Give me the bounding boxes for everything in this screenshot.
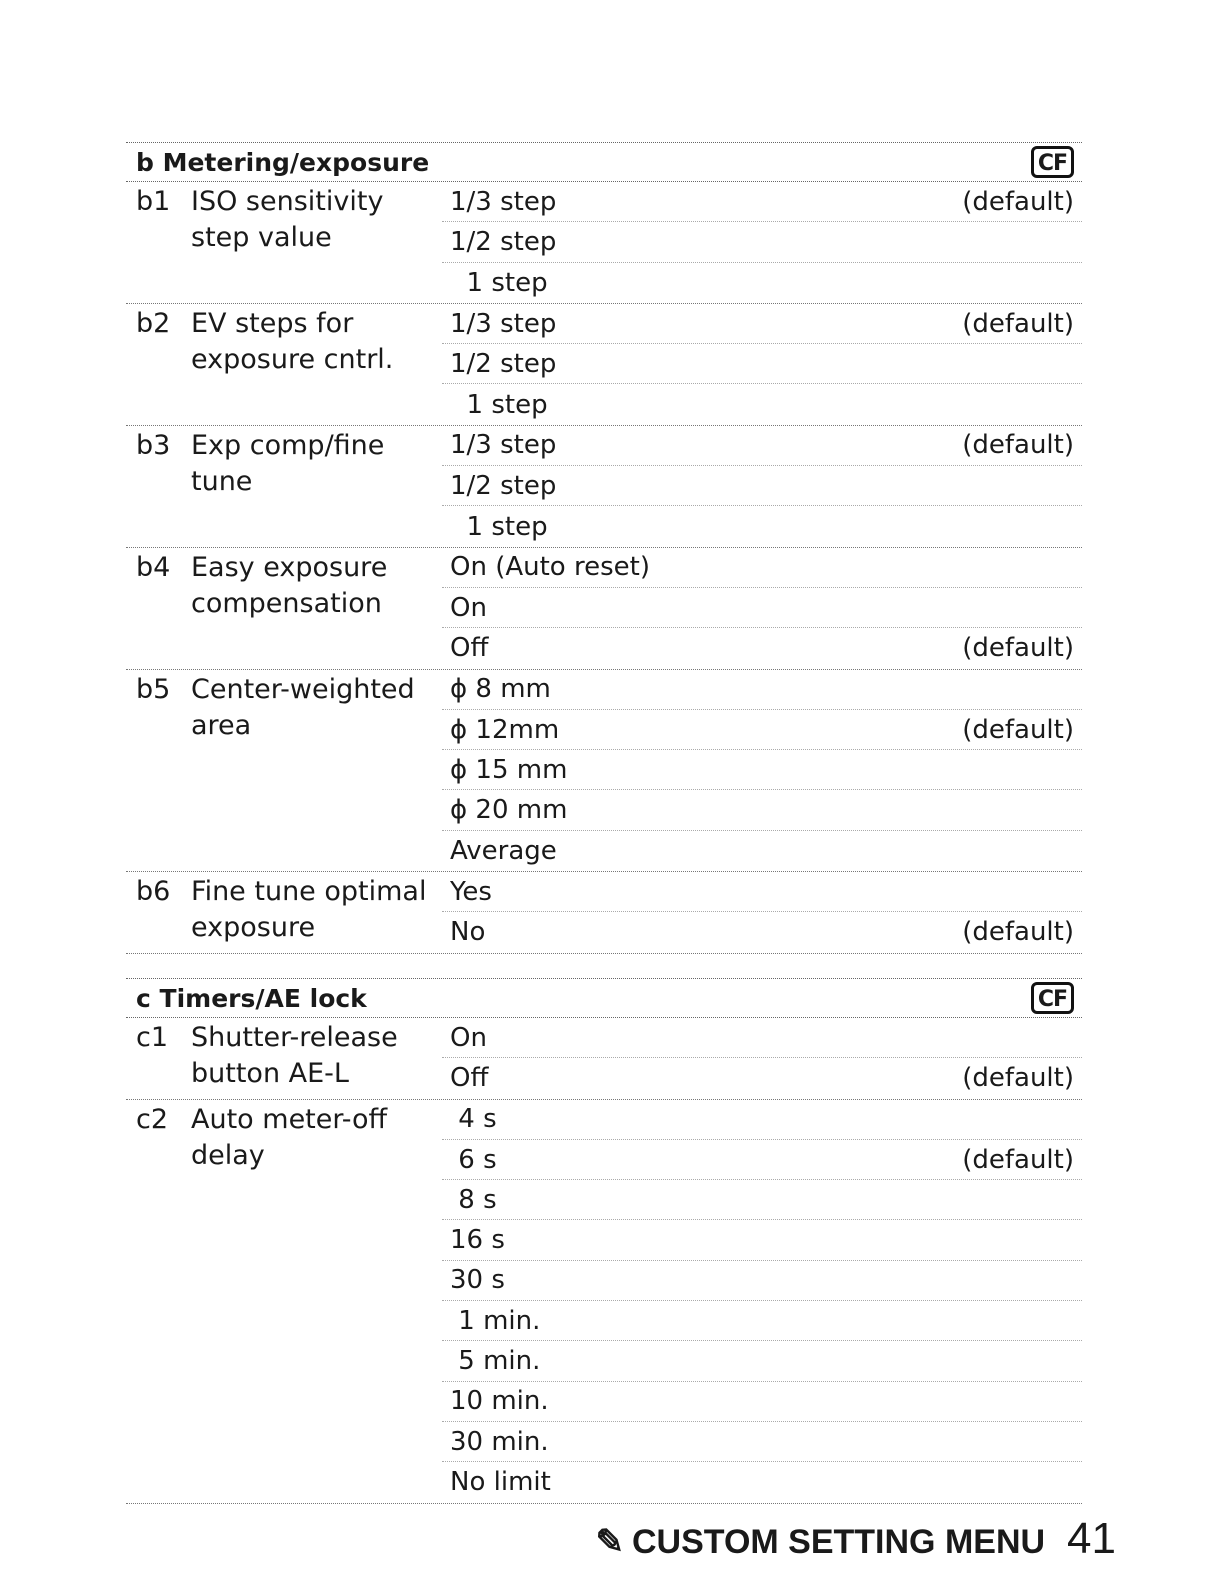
option-list xyxy=(442,548,1082,669)
option-row xyxy=(442,1058,1082,1098)
setting-label xyxy=(126,1018,442,1099)
setting-name: Fine tune optimal exposure xyxy=(191,876,427,944)
option-label: 1 step xyxy=(450,267,548,298)
option-row xyxy=(442,1261,1082,1301)
option-row xyxy=(442,548,1082,588)
option-row xyxy=(442,790,1082,830)
option-label: ϕ 12mm xyxy=(450,714,560,745)
option-row xyxy=(442,1341,1082,1381)
setting-label xyxy=(126,182,442,303)
setting-code: b3 xyxy=(136,429,171,461)
option-row xyxy=(442,344,1082,384)
setting-label xyxy=(126,1100,442,1503)
setting-name: Shutter-release button AE-L xyxy=(191,1022,398,1089)
option-label: 30 s xyxy=(450,1265,505,1296)
setting-c2 xyxy=(126,1100,1082,1504)
default-marker: (default) xyxy=(962,1144,1074,1175)
setting-name: Easy exposure compensation xyxy=(191,551,388,619)
option-row xyxy=(442,1422,1082,1462)
setting-b4 xyxy=(126,548,1082,670)
option-list xyxy=(442,426,1082,547)
option-label: ϕ 15 mm xyxy=(450,754,568,785)
default-marker: (default) xyxy=(962,714,1074,745)
setting-label xyxy=(126,426,442,547)
option-row xyxy=(442,1018,1082,1058)
option-label: Average xyxy=(450,835,557,866)
setting-name: EV steps for exposure cntrl. xyxy=(191,307,394,375)
option-label: On xyxy=(450,1022,487,1053)
option-label: On (Auto reset) xyxy=(450,552,650,583)
setting-name: Exp comp/fine tune xyxy=(191,429,385,497)
setting-c1 xyxy=(126,1018,1082,1100)
setting-b6 xyxy=(126,872,1082,954)
settings-list xyxy=(126,182,1082,954)
option-row xyxy=(442,1140,1082,1180)
option-row xyxy=(442,1382,1082,1422)
section-metering-exposure xyxy=(126,142,1082,954)
option-label: 1/3 step xyxy=(450,308,557,339)
section-timers-ae-lock xyxy=(126,978,1082,1504)
setting-b5 xyxy=(126,670,1082,872)
option-row xyxy=(442,872,1082,912)
option-list xyxy=(442,182,1082,303)
setting-code: b1 xyxy=(136,186,171,217)
option-label: 5 min. xyxy=(450,1346,541,1377)
setting-label xyxy=(126,872,442,953)
option-label: 10 min. xyxy=(450,1386,549,1417)
section-title: b Metering/exposure xyxy=(136,147,430,177)
option-label: 4 s xyxy=(450,1104,497,1135)
setting-code: b6 xyxy=(136,876,171,908)
pencil-icon: ✎ xyxy=(595,1523,624,1561)
option-row xyxy=(442,506,1082,546)
option-label: No xyxy=(450,917,486,948)
setting-name: ISO sensitivity step value xyxy=(191,186,384,253)
page-number: 41 xyxy=(1067,1514,1116,1563)
setting-code: c1 xyxy=(136,1022,169,1053)
option-label: 8 s xyxy=(450,1184,497,1215)
cf-icon: CF xyxy=(1031,982,1074,1014)
option-label: On xyxy=(450,592,487,623)
setting-name: Center-weighted area xyxy=(191,673,415,741)
option-row xyxy=(442,670,1082,710)
setting-code: b4 xyxy=(136,551,171,583)
option-label: Yes xyxy=(450,876,492,907)
option-row xyxy=(442,466,1082,506)
option-row xyxy=(442,1301,1082,1341)
option-list xyxy=(442,670,1082,871)
option-list xyxy=(442,1100,1082,1503)
setting-code: b2 xyxy=(136,307,171,339)
option-label: 30 min. xyxy=(450,1426,549,1457)
option-label: 1/2 step xyxy=(450,226,557,257)
setting-name: Auto meter-off delay xyxy=(191,1103,388,1171)
option-label: 1 step xyxy=(450,511,548,542)
setting-code: c2 xyxy=(136,1103,169,1135)
setting-label xyxy=(126,548,442,669)
option-row xyxy=(442,1220,1082,1260)
option-label: 1 step xyxy=(450,389,548,420)
option-label: 16 s xyxy=(450,1225,505,1256)
option-row xyxy=(442,426,1082,466)
option-list xyxy=(442,872,1082,953)
option-row xyxy=(442,1100,1082,1140)
section-header xyxy=(126,142,1082,182)
option-label: No limit xyxy=(450,1467,551,1498)
option-row xyxy=(442,628,1082,668)
option-list xyxy=(442,1018,1082,1099)
option-row xyxy=(442,588,1082,628)
option-label: ϕ 8 mm xyxy=(450,674,551,705)
setting-code: b5 xyxy=(136,673,171,705)
settings-list xyxy=(126,1018,1082,1504)
option-row xyxy=(442,384,1082,424)
option-row xyxy=(442,750,1082,790)
option-label: 1/3 step xyxy=(450,430,557,461)
option-row xyxy=(442,182,1082,222)
option-row xyxy=(442,831,1082,871)
footer-title: CUSTOM SETTING MENU xyxy=(632,1523,1046,1561)
option-row xyxy=(442,263,1082,303)
option-row xyxy=(442,222,1082,262)
setting-label xyxy=(126,670,442,871)
setting-b3 xyxy=(126,426,1082,548)
option-label: ϕ 20 mm xyxy=(450,795,568,826)
section-title: c Timers/AE lock xyxy=(136,983,367,1013)
option-label: 1/3 step xyxy=(450,186,557,217)
option-label: Off xyxy=(450,633,489,664)
section-header xyxy=(126,978,1082,1018)
setting-b2 xyxy=(126,304,1082,426)
default-marker: (default) xyxy=(962,633,1074,664)
option-label: 6 s xyxy=(450,1144,497,1175)
default-marker: (default) xyxy=(962,186,1074,217)
default-marker: (default) xyxy=(962,430,1074,461)
option-label: 1/2 step xyxy=(450,470,557,501)
setting-b1 xyxy=(126,182,1082,304)
page-footer xyxy=(596,1514,1117,1564)
default-marker: (default) xyxy=(962,917,1074,948)
option-row xyxy=(442,1180,1082,1220)
setting-label xyxy=(126,304,442,425)
option-row xyxy=(442,912,1082,952)
option-label: Off xyxy=(450,1063,489,1094)
cf-icon: CF xyxy=(1031,146,1074,178)
option-row xyxy=(442,304,1082,344)
default-marker: (default) xyxy=(962,308,1074,339)
option-label: 1/2 step xyxy=(450,348,557,379)
option-row xyxy=(442,1462,1082,1502)
default-marker: (default) xyxy=(962,1063,1074,1094)
option-row xyxy=(442,710,1082,750)
option-label: 1 min. xyxy=(450,1305,541,1336)
option-list xyxy=(442,304,1082,425)
